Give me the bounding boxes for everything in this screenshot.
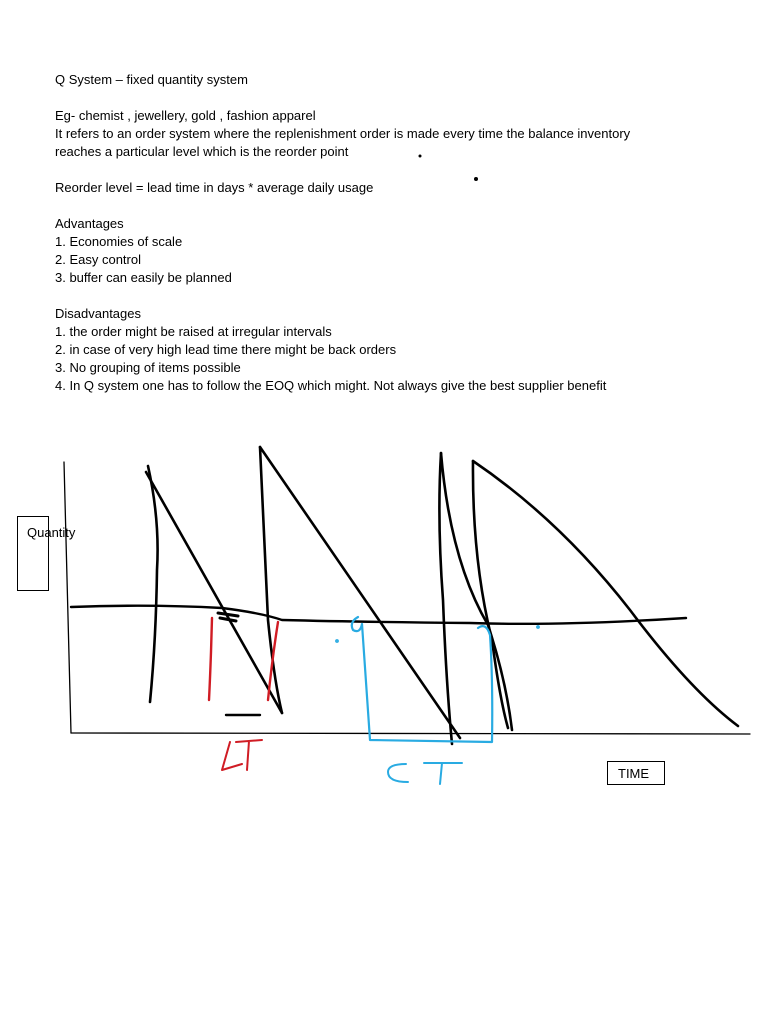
lead-time-bracket — [209, 618, 212, 700]
cycle-time-bracket — [352, 617, 492, 742]
cycle-time-marker — [336, 617, 539, 742]
advantage-item: 2. Easy control — [55, 252, 141, 267]
advantage-item: 3. buffer can easily be planned — [55, 270, 232, 285]
definition-line-2: reaches a particular level which is the reorder point — [55, 144, 349, 159]
replenish-stroke — [148, 466, 158, 702]
x-axis-label-box — [607, 761, 665, 785]
depletion-stroke — [473, 461, 738, 726]
stray-dot — [474, 177, 478, 181]
y-axis — [64, 462, 71, 733]
ct-letter-t — [424, 763, 462, 784]
depletion-stroke — [260, 447, 460, 738]
disadvantage-item: 2. in case of very high lead time there might be back orders — [55, 342, 397, 357]
lead-time-handwriting — [222, 740, 262, 770]
advantages-heading: Advantages — [55, 216, 124, 231]
reorder-formula: Reorder level = lead time in days * average daily usage — [55, 180, 374, 195]
disadvantage-item: 3. No grouping of items possible — [55, 360, 241, 375]
ct-letter-c — [388, 764, 408, 782]
lt-letter-l — [222, 742, 242, 770]
replenish-stroke — [441, 453, 512, 730]
cycle-time-handwriting — [388, 763, 462, 784]
inventory-curve — [146, 447, 738, 744]
examples-line: Eg- chemist , jewellery, gold , fashion apparel — [55, 108, 316, 123]
advantage-item: 1. Economies of scale — [55, 234, 183, 249]
cycle-time-dot — [336, 640, 338, 642]
disadvantage-item: 4. In Q system one has to follow the EOQ which might. Not always give the best supplier benefit — [55, 378, 607, 393]
definition-line-1: It refers to an order system where the replenishment order is made every time the balance inventory — [55, 126, 631, 141]
x-axis — [71, 733, 750, 734]
disadvantages-heading: Disadvantages — [55, 306, 141, 321]
doc-title: Q System – fixed quantity system — [55, 72, 248, 87]
cycle-time-dot — [537, 626, 539, 628]
replenish-stroke — [473, 461, 508, 728]
x-axis-label: TIME — [618, 766, 650, 781]
stray-dot — [419, 155, 422, 158]
disadvantage-item: 1. the order might be raised at irregular intervals — [55, 324, 332, 339]
y-axis-label: Quantity — [27, 525, 76, 540]
